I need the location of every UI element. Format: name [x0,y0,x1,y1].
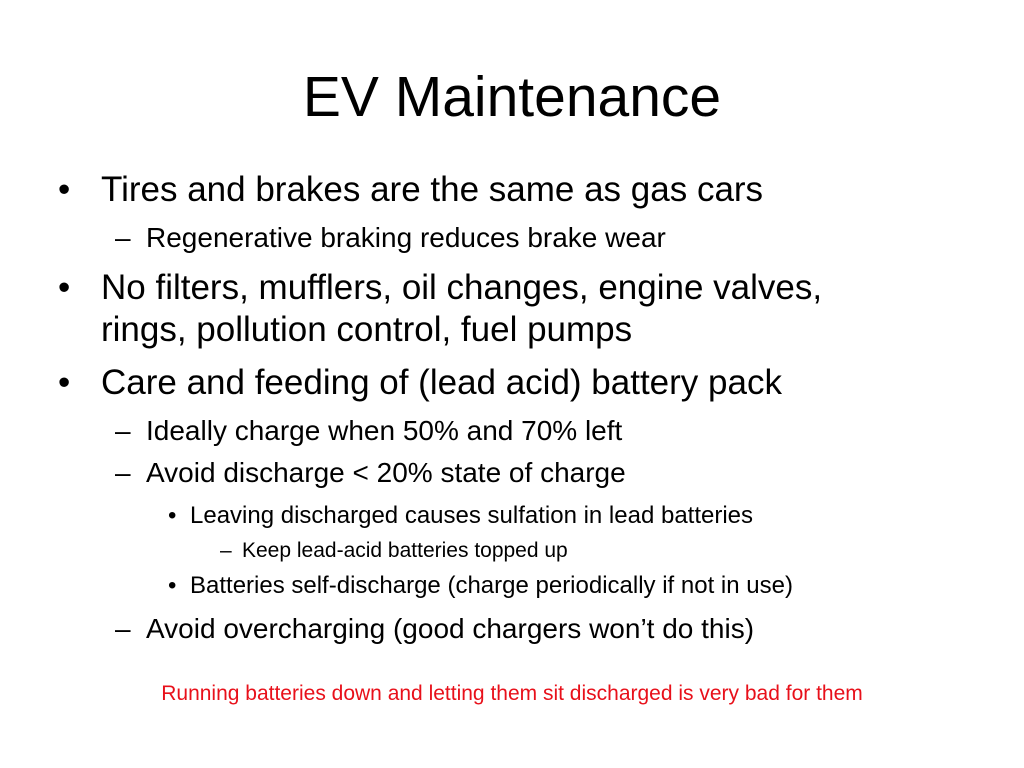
bullet-marker: • [58,363,71,402]
slide-title: EV Maintenance [302,65,722,129]
sub-sub-bullet-sulfation: Leaving discharged causes sulfation in lead batteries [190,502,754,529]
sub-bullet-marker: – [115,613,131,644]
bullet-no-filters-continued: rings, pollution control, fuel pumps [101,310,633,349]
sub-sub-bullet-self-discharge: Batteries self-discharge (charge periodically if not in use) [190,572,793,599]
level-4-bullet-topped-up: Keep lead-acid batteries topped up [242,539,568,562]
sub-bullet-marker: – [115,457,131,488]
bullet-battery-care: Care and feeding of (lead acid) battery pack [101,363,782,402]
level-4-bullet-marker: – [220,539,232,562]
sub-bullet-marker: – [115,415,131,446]
bullet-tires-brakes: Tires and brakes are the same as gas cars [101,170,764,209]
sub-bullet-avoid-overcharging: Avoid overcharging (good chargers won’t do this) [146,613,755,644]
sub-bullet-regenerative-braking: Regenerative braking reduces brake wear [146,222,666,253]
sub-sub-bullet-marker: • [168,572,177,599]
sub-bullet-marker: – [115,222,131,253]
sub-bullet-avoid-discharge: Avoid discharge < 20% state of charge [146,457,626,488]
bullet-marker: • [58,268,71,307]
warning-note: Running batteries down and letting them sit discharged is very bad for them [161,682,863,705]
bullet-marker: • [58,170,71,209]
sub-bullet-ideal-charge: Ideally charge when 50% and 70% left [146,415,623,446]
bullet-no-filters: No filters, mufflers, oil changes, engine valves, [101,268,823,307]
sub-sub-bullet-marker: • [168,502,177,529]
